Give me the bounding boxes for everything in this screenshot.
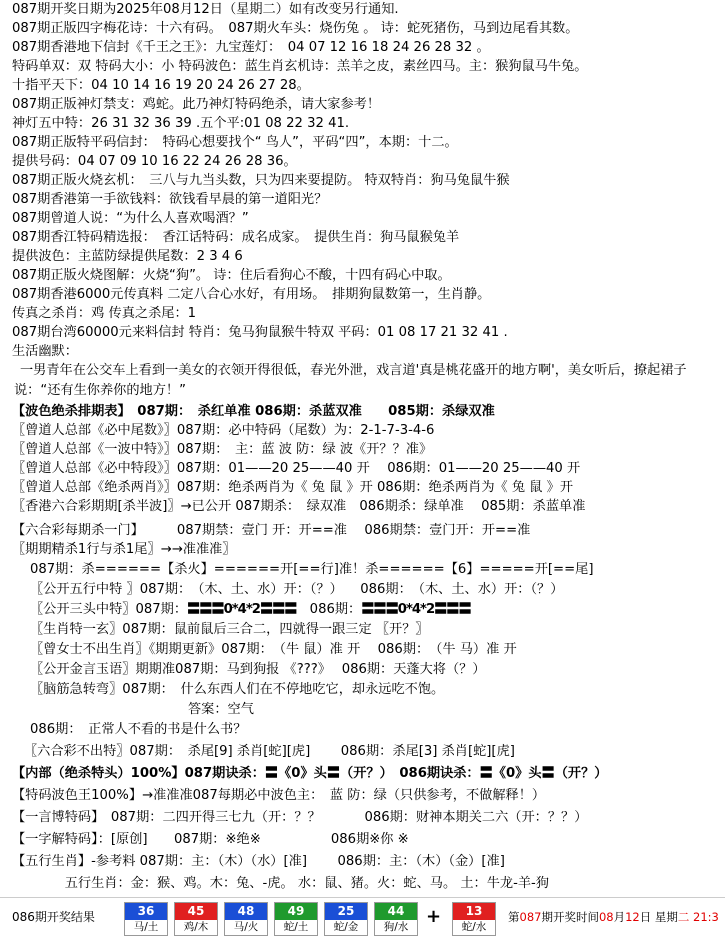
inner-kill-head-line: 【内部（绝杀特头）100%】087期诀杀：〓《0》头〓（开？） 086期诀杀：〓《0》头〓（开？）: [12, 766, 608, 781]
golden-words-line: 〖公开金言玉语〗期期准087期：马到狗报 《???》 086期：天蓬大将（？）: [30, 662, 486, 677]
next-draw-info: 第087期开奖时间08月12日 星期二 21:3: [508, 910, 719, 924]
ball-zodiac: 马/火: [225, 920, 267, 935]
hk-half-wave-line: 〖香港六合彩期期[杀半波]〗→已公开 087期杀： 绿双准 086期杀：绿单准 085期：杀蓝单准: [12, 499, 586, 514]
ball-zodiac: 蛇/土: [275, 920, 317, 935]
five-element-line: 〖公开五行中特 〗087期： （木、土、水）开：（？） 086期： （木、土、水）开：（？）: [30, 582, 564, 597]
ball-number: 48: [225, 903, 267, 920]
result-ball-6: [374, 902, 418, 936]
humor-heading: 生活幽默：: [12, 344, 78, 359]
riddle-answer: 答案：空气: [188, 702, 254, 717]
results-bar: [0, 897, 725, 938]
six-zodiac-line: 〖六合彩不出特〗087期： 杀尾[9] 杀肖[蛇][虎] 086期：杀尾[3] 杀肖[蛇][虎]: [24, 744, 515, 759]
hk-envelope-line: 087期香港地下信封《千王之王》：九宝莲灯： 04 07 12 16 18 24 26 28 32 。: [12, 40, 490, 55]
special-attributes-line: 特码单双：双 特码大小：小 特码波色：蓝生肖玄机诗：羔羊之皮，素丝四马。主：猴狗鼠马牛兔。: [12, 59, 588, 74]
humor-text: 一男青年在公交车上看到一美女的衣领开得很低，春光外泄，戏言道'真是桃花盛开的地方啊'，美女听后，撩起裙子说：“还有生你养你的地方！”: [14, 363, 687, 398]
draw-date-line: 087期开奖日期为2025年08月12日（星期二）如有改变另行通知.: [12, 2, 399, 17]
ball-zodiac: 蛇/水: [453, 920, 495, 935]
provided-numbers-line: 提供号码：04 07 09 10 16 22 24 26 28 36。: [12, 154, 297, 169]
fire-chart-line: 087期正版火烧图解：火烧“狗”。 诗：住后看狗心不酸，十四有码心中取。: [12, 268, 451, 283]
three-head-block-086: 〓〓〓0*4*2〓〓〓: [361, 602, 471, 617]
plus-sign: +: [426, 906, 442, 927]
wave-king-line: 【特码波色王100%】→准准准087每期必中波色主： 蓝 防：绿（只供参考，不做解释！）: [12, 788, 546, 803]
result-ball-1: [124, 902, 168, 936]
result-ball-5: [324, 902, 368, 936]
five-element-zodiac-line: 【五行生肖】-参考料 087期：主：（木）（水）[准] 086期：主：（木）（金）[准]: [12, 854, 505, 869]
zeng-wave-line: 〖曾道人总部《一波中特》〗087期： 主：蓝 波 防：绿 波《开？？准》: [12, 442, 433, 457]
ball-number: 13: [453, 903, 495, 920]
fax-kill-line: 传真之杀肖：鸡 传真之杀尾：1: [12, 306, 197, 321]
kill-row-tail-line: 〖期期精杀1行与杀1尾〗→→准准准〗: [12, 542, 236, 557]
result-ball-3: [224, 902, 268, 936]
kill-one-door-line: 【六合彩每期杀一门】 087期禁：壹门 开：开==准 086期禁：壹门开：开==准: [12, 523, 531, 538]
fire-mystery-line: 087期正版火烧玄机： 三八与九当头数，只为四来要提防。 特双特肖：狗马兔鼠牛猴: [12, 173, 510, 188]
hk-fax-line: 087期香港6000元传真料 二定八合心水好，有用场。 排期狗鼠数第一，生肖静。: [12, 287, 491, 302]
ball-zodiac: 马/土: [125, 920, 167, 935]
five-element-list-line: 五行生肖：金：猴、鸡。木：兔、-虎。 水：鼠、猪。火：蛇、马。 土：牛龙-羊-狗: [12, 876, 549, 891]
zeng-says-line: 087期曾道人说：“为什么人喜欢喝酒？”: [12, 211, 249, 226]
ball-zodiac: 鸡/木: [175, 920, 217, 935]
ball-number: 44: [375, 903, 417, 920]
flat-envelope-line: 087期正版特平码信封： 特码心想要找个“ 鸟人”，平码“四”，本期：十二。: [12, 135, 458, 150]
ball-number: 49: [275, 903, 317, 920]
special-ball: [452, 902, 496, 936]
zeng-tail-line: 〖曾道人总部《必中尾数》〗087期：必中特码（尾数）为：2-1-7-3-4-6: [12, 423, 435, 438]
riddle-086: 086期： 正常人不看的书是什么书？: [30, 722, 247, 737]
kill-fire-line: 087期：杀======【杀火】======开[==行]准！杀======【6】=====开[==尾]: [30, 562, 594, 577]
ball-number: 45: [175, 903, 217, 920]
ball-zodiac: 蛇/金: [325, 920, 367, 935]
ten-fingers-line: 十指平天下：04 10 14 16 19 20 24 26 27 28。: [12, 78, 310, 93]
lamp-ban-line: 087期正版神灯禁支：鸡蛇。此乃神灯特码绝杀，请大家参考！: [12, 97, 381, 112]
result-ball-2: [174, 902, 218, 936]
zeng-segment-line: 〖曾道人总部《必中特段》〗087期：01——20 25——40 开 086期：01——20 25——40 开: [12, 461, 581, 476]
ball-number: 36: [125, 903, 167, 920]
hk-first-hand-line: 087期香港第一手欲钱料：欲钱看早晨的第一道阳光？: [12, 192, 328, 207]
color-kill-schedule: 【波色绝杀排期表】 087期： 杀红单准 086期：杀蓝双准 085期：杀绿双准: [12, 404, 495, 419]
lamp-five-line: 神灯五中特：26 31 32 36 39 .五个平:01 08 22 32 41.: [12, 116, 350, 131]
zodiac-mystery-line: 〖生肖特一玄〗087期：鼠前鼠后三合二，四就得一跟三定 〖开？〗: [30, 622, 429, 637]
plum-poem-line: 087期正版四字梅花诗：十六有码。 087期火车头：烧伤兔 。 诗：蛇死猪伤，马到边尾看其数。: [12, 21, 579, 36]
results-label: 086期开奖结果: [12, 910, 95, 924]
brain-teaser-line: 〖脑筋急转弯〗087期： 什么东西人们在不停地吃它，却永远吃不饱。: [30, 682, 445, 697]
ms-zeng-line: 〖曾女士不出生肖〗《期期更新》087期： （牛 鼠）准 开 086期： （牛 马）准 开: [30, 642, 517, 657]
one-word-line: 【一言博特码】 087期：二四开得三七九（开：？？ 086期：财神本期关二六（开：？？）: [12, 810, 588, 825]
zeng-kill-two-line: 〖曾道人总部《绝杀两肖》〗087期：绝杀两肖为《 兔 鼠 》开 086期：绝杀两肖为《 兔 鼠 》开: [12, 480, 574, 495]
taiwan-envelope-line: 087期台湾60000元来料信封 特肖：兔马狗鼠猴牛特双 平码：01 08 17 21 32 41 .: [12, 325, 508, 340]
xiangjiang-line: 087期香江特码精选报： 香江话特码：成名成家。 提供生肖：狗马鼠猴兔羊: [12, 230, 460, 245]
three-head-mid: 086期：: [296, 602, 362, 617]
ball-number: 25: [325, 903, 367, 920]
one-char-line: 【一字解特码】：[原创] 087期：※绝※ 086期※你 ※: [12, 832, 409, 847]
three-head-label: 〖公开三头中特〗087期：: [30, 602, 188, 617]
three-head-line: [30, 600, 471, 619]
ball-zodiac: 狗/水: [375, 920, 417, 935]
result-ball-4: [274, 902, 318, 936]
provided-colors-line: 提供波色：主蓝防绿提供尾数：2 3 4 6: [12, 249, 243, 264]
three-head-block-087: 〓〓〓0*4*2〓〓〓: [187, 602, 297, 617]
